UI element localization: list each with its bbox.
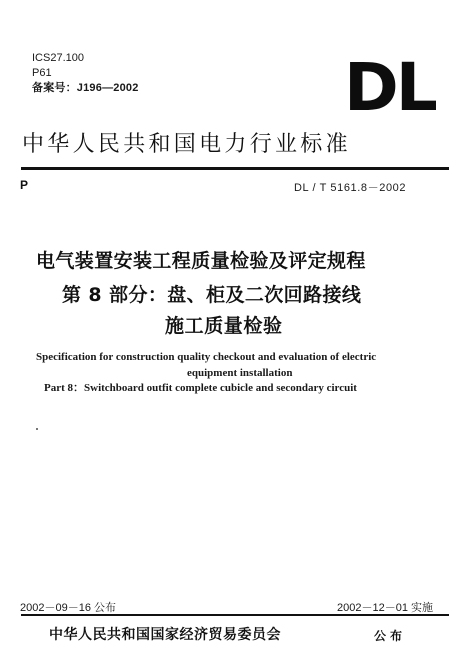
top-rule <box>21 167 449 170</box>
title-zh-line2: 第 8 部分：盘、柜及二次回路接线 <box>62 284 362 306</box>
title-en-line1: Specification for construction quality checkout and evaluation of electric <box>36 351 377 363</box>
issue-label: 公布 <box>374 629 407 643</box>
ics-code: ICS27.100 <box>32 52 84 64</box>
standard-heading: 中华人民共和国电力行业标准 <box>22 132 351 157</box>
record-number: 备案号：J196—2002 <box>32 82 139 94</box>
implementation-date: 2002－12－01 实施 <box>337 602 433 614</box>
title-zh-line3: 施工质量检验 <box>165 315 283 337</box>
standard-number: DL / T 5161.8－2002 <box>294 182 407 194</box>
issue-date: 2002－09－16 公布 <box>20 602 116 614</box>
title-en-line3: Part 8：Switchboard outfit complete cubicle and secondary circuit <box>44 382 357 394</box>
scan-dot <box>36 428 38 430</box>
title-en-line2: equipment installation <box>187 367 293 379</box>
title-zh-line1: 电气装置安装工程质量检验及评定规程 <box>36 250 366 272</box>
issuing-authority: 中华人民共和国国家经济贸易委员会 <box>49 627 281 643</box>
ccs-code: P61 <box>32 67 52 79</box>
category-mark: P <box>20 178 29 192</box>
bottom-rule <box>21 614 449 616</box>
dl-logo: DL <box>344 49 435 126</box>
